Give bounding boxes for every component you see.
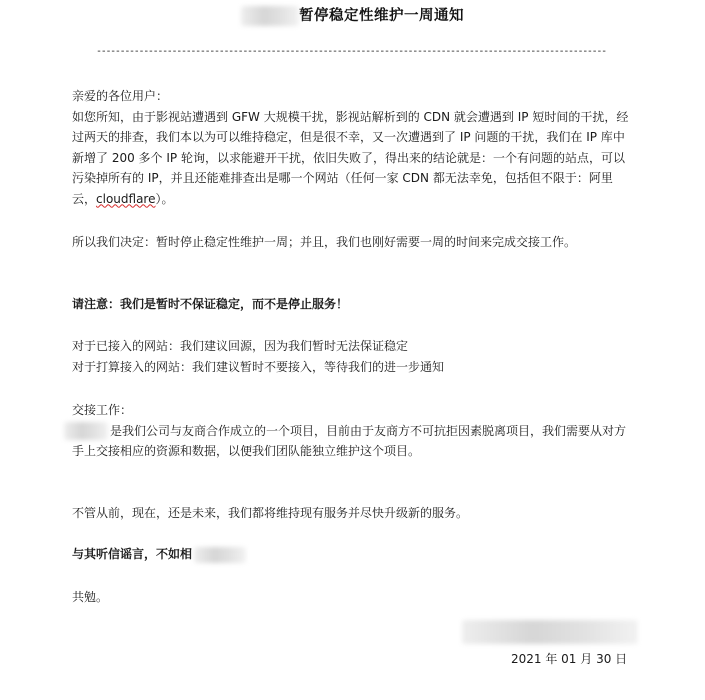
intro-paragraph (72, 107, 632, 210)
notice-block (72, 294, 632, 315)
slogan-block (72, 544, 632, 565)
title-row (0, 4, 705, 26)
promise-paragraph: 不管从前，现在，还是未来，我们都将维持现有服务并尽快升级新的服务。 (72, 506, 469, 520)
greeting-and-intro (72, 86, 632, 209)
redacted-brand-image (241, 6, 299, 26)
intro-brand-cloudflare: cloudflare (96, 191, 156, 206)
advice-connected-sites: 对于已接入的网站：我们建议回源，因为我们暂时无法保证稳定 (72, 339, 409, 353)
intro-text: 如您所知，由于影视站遭遇到 GFW 大规模干扰，影视站解析到的 CDN 就会遭遇到 IP 短时间的干扰，经过两天的排查，我们本以为可以维持稳定，但是很不幸，又一次遭遇到了 IP 问题的干扰，我们在 IP 库中新增了 200 多个 IP 轮询，以求能避开干扰，依旧失败了，得出来的结论就是：一个有问题的站点，可以污染掉所有的 IP，并且还能难排查出是哪一个网站（任何一家 CDN 都无法幸免，包括但不限于：阿里云， (72, 109, 629, 206)
separator-line: ------------------------------------------------------------------------------------------------------------ (96, 46, 606, 57)
handover-text: 是我们公司与友商合作成立的一个项目，目前由于友商方不可抗拒因素脱离项目，我们需要从对方手上交接相应的资源和数据，以便我们团队能独立维护这个项目。 (72, 423, 627, 458)
handover-paragraph (72, 421, 632, 462)
promise-block (72, 503, 632, 524)
decision-paragraph: 所以我们决定：暂时停止稳定性维护一周；并且，我们也刚好需要一周的时间来完成交接工作。 (72, 235, 577, 249)
closing-block (72, 587, 632, 608)
handover-heading: 交接工作： (72, 403, 133, 417)
redacted-name (64, 422, 108, 440)
closing-line: 共勉。 (72, 590, 109, 604)
decision-block (72, 232, 632, 253)
slogan-line (72, 544, 632, 565)
handover-block (72, 400, 632, 462)
slogan-text: 与其听信谣言，不如相 (72, 547, 193, 561)
document-title: 暂停稳定性维护一周通知 (299, 8, 464, 24)
redacted-slogan-end (194, 547, 246, 563)
greeting: 亲爱的各位用户： (72, 89, 169, 103)
important-notice: 请注意：我们是暂时不保证稳定，而不是停止服务！ (72, 297, 349, 311)
intro-end: ）。 (155, 191, 174, 206)
advice-planning-sites: 对于打算接入的网站：我们建议暂时不要接入，等待我们的进一步通知 (72, 359, 445, 374)
advice-block (72, 336, 632, 377)
notice-date: 2021 年 01 月 30 日 (511, 652, 628, 666)
redacted-signature (462, 620, 638, 644)
